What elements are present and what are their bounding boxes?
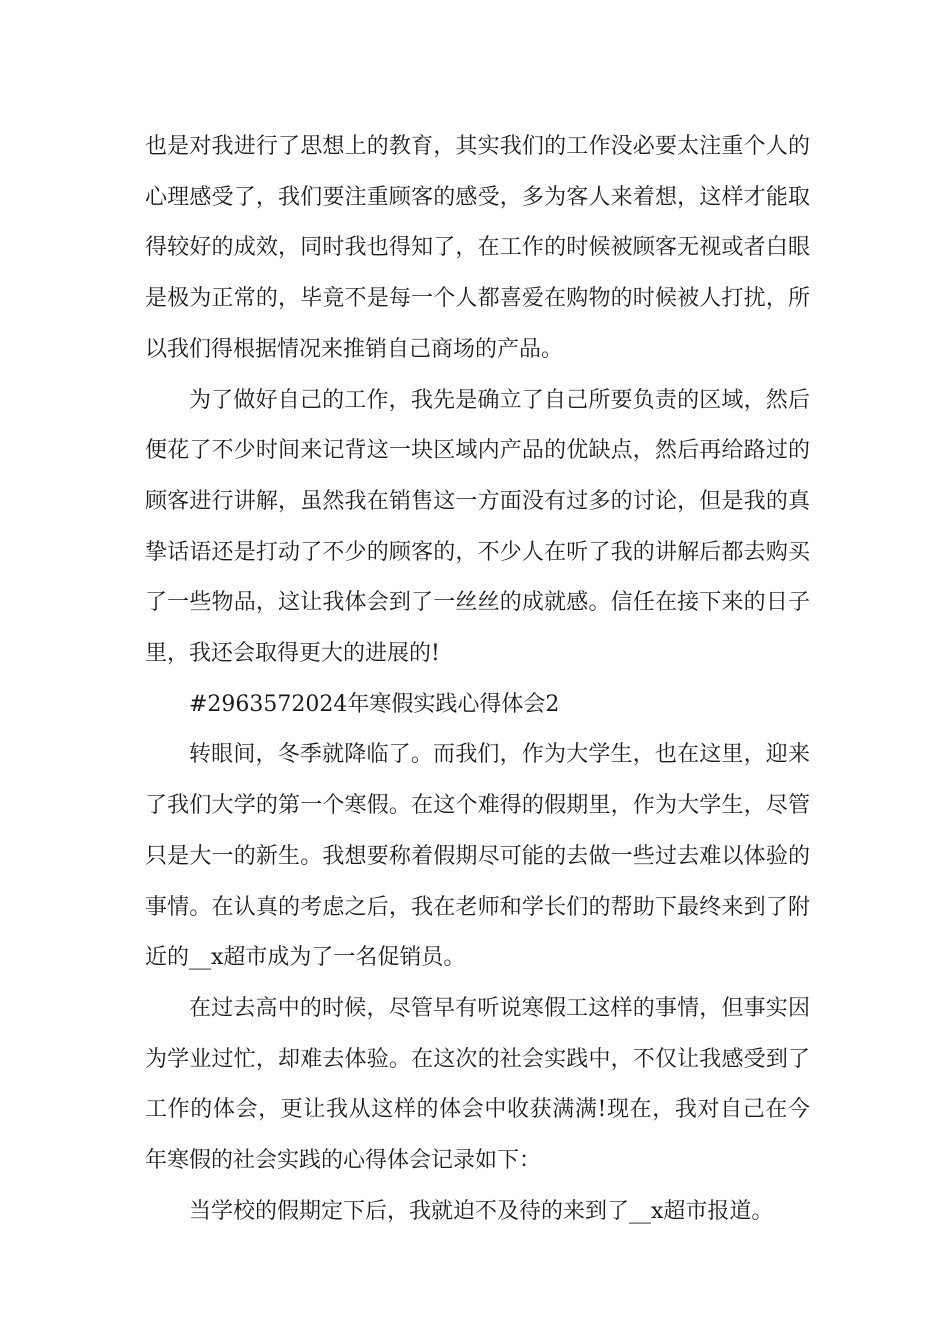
paragraph-5: 当学校的假期定下后，我就迫不及待的来到了__x超市报道。	[189, 1198, 774, 1224]
paragraph-4: 在过去高中的时候，尽管早有听说寒假工这样的事情，但事实因为学业过忙，却难去体验。在这次的社会实践中，不仅让我感受到了工作的体会，更让我从这样的体会中收获满满!现在，我对自己在今年寒假的社会实践的心得体会记录如下：	[145, 995, 810, 1174]
section-heading: #2963572024年寒假实践心得体会2	[189, 691, 560, 717]
document-body	[145, 122, 810, 1237]
paragraph-1: 也是对我进行了思想上的教育，其实我们的工作没必要太注重个人的心理感受了，我们要注重顾客的感受，多为客人来着想，这样才能取得较好的成效，同时我也得知了，在工作的时候被顾客无视或者白眼是极为正常的，毕竟不是每一个人都喜爱在购物的时候被人打扰，所以我们得根据情况来推销自己商场的产品。	[145, 134, 810, 362]
paragraph-3: 转眼间，冬季就降临了。而我们，作为大学生，也在这里，迎来了我们大学的第一个寒假。在这个难得的假期里，作为大学生，尽管只是大一的新生。我想要称着假期尽可能的去做一些过去难以体验的事情。在认真的考虑之后，我在老师和学长们的帮助下最终来到了附近的__x超市成为了一名促销员。	[145, 742, 810, 971]
paragraph-2: 为了做好自己的工作，我先是确立了自己所要负责的区域，然后便花了不少时间来记背这一块区域内产品的优缺点，然后再给路过的顾客进行讲解，虽然我在销售这一方面没有过多的讨论，但是我的真挚话语还是打动了不少的顾客的，不少人在听了我的讲解后都去购买了一些物品，这让我体会到了一丝丝的成就感。信任在接下来的日子里，我还会取得更大的进展的!	[145, 387, 810, 667]
